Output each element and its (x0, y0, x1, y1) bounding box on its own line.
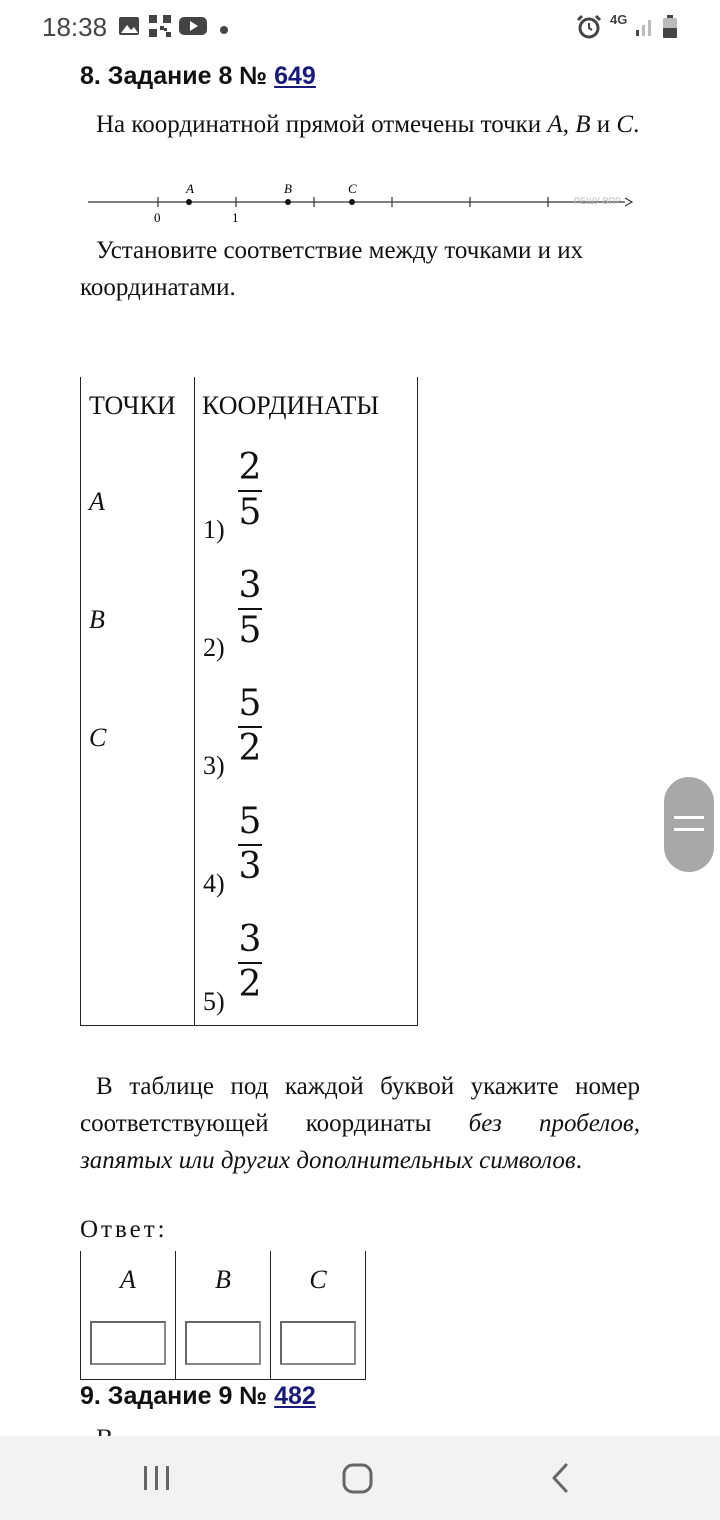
numerator: 3 (238, 565, 262, 606)
intro-point-b: B (575, 111, 591, 138)
point-b-dot (285, 199, 291, 205)
answer-col-a: A (81, 1251, 176, 1309)
denominator: 2 (238, 964, 262, 1005)
denominator: 5 (238, 610, 262, 651)
answer-input-b[interactable] (185, 1321, 261, 1365)
dot-icon (219, 22, 229, 40)
task9-number-link[interactable]: 482 (274, 1382, 316, 1410)
option-4 (195, 789, 417, 907)
status-time: 18:38 (42, 12, 108, 42)
denominator: 3 (238, 846, 262, 887)
matching-table (80, 377, 418, 1026)
scroll-handle[interactable] (664, 777, 714, 872)
point-a: A (89, 487, 105, 516)
nl-label-0: 0 (154, 210, 161, 225)
alarm-icon (576, 14, 602, 45)
option-number: 2) (203, 633, 225, 662)
number-line (80, 178, 640, 228)
task8-intro (80, 106, 640, 143)
option-number: 3) (203, 751, 225, 780)
denominator: 2 (238, 728, 262, 769)
home-icon (328, 1456, 388, 1500)
answer-instruction-end: . (575, 1147, 582, 1174)
header-coords-cell (195, 377, 418, 435)
task9-title-prefix: 9. Задание 9 № (80, 1382, 275, 1410)
numerator: 5 (238, 801, 262, 842)
point-c: C (89, 723, 107, 752)
qr-icon (148, 14, 172, 43)
numerator: 2 (238, 447, 262, 488)
header-points-cell (81, 377, 195, 435)
youtube-icon (178, 14, 208, 43)
header-coords: КООРДИНАТЫ (202, 391, 380, 420)
fraction (238, 567, 262, 650)
point-a-dot (186, 199, 192, 205)
nl-label-b: B (284, 181, 292, 196)
answer-col-c: C (271, 1251, 366, 1309)
task8-title-prefix: 8. Задание 8 № (80, 62, 275, 90)
answer-instruction-plain: В таблице под каждой буквой укажите номер соответствующей координаты (80, 1073, 640, 1137)
instruction-text: Установите соответствие между точками и их координатами. (80, 237, 584, 301)
task9-title (80, 1382, 316, 1411)
answer-table (80, 1251, 366, 1380)
task8-number-link[interactable]: 649 (274, 62, 316, 90)
back-button[interactable] (530, 1456, 590, 1500)
option-1 (195, 435, 417, 553)
intro-end: . (633, 111, 640, 138)
fraction (238, 921, 262, 1004)
answer-col-b: B (176, 1251, 271, 1309)
intro-text: На координатной прямой отмечены точки (96, 111, 548, 138)
home-button[interactable] (328, 1456, 388, 1500)
navigation-bar (0, 1436, 720, 1520)
battery-icon (662, 14, 678, 45)
option-3 (195, 671, 417, 789)
option-5 (195, 907, 417, 1025)
point-b: B (89, 605, 105, 634)
task8-instruction (80, 232, 640, 306)
intro-sep2: и (590, 111, 617, 138)
header-points: ТОЧКИ (89, 391, 176, 420)
intro-point-c: C (616, 111, 634, 138)
signal-icon (634, 14, 656, 43)
option-number: 4) (203, 869, 225, 898)
answer-instruction-italic: без пробелов, запятых или других дополнительных символов (80, 1110, 640, 1174)
fraction (238, 449, 262, 532)
fraction (238, 685, 262, 768)
intro-point-a: A (547, 111, 563, 138)
answer-label: Ответ: (80, 1216, 168, 1243)
numerator: 3 (238, 919, 262, 960)
nl-label-c: C (348, 181, 357, 196)
gallery-icon (118, 14, 140, 43)
option-number: 5) (203, 987, 225, 1016)
numerator: 5 (238, 683, 262, 724)
option-number: 1) (203, 515, 225, 544)
answer-input-c[interactable] (280, 1321, 356, 1365)
denominator: 5 (238, 492, 262, 533)
nl-label-a: A (186, 181, 194, 196)
task8-title (80, 62, 316, 91)
answer-input-a[interactable] (90, 1321, 166, 1365)
status-bar (0, 0, 720, 56)
option-2 (195, 553, 417, 671)
watermark: РЕШУ ВПР (574, 196, 621, 206)
recent-apps-button[interactable] (126, 1456, 186, 1500)
fraction (238, 803, 262, 886)
answer-instruction (80, 1068, 640, 1179)
recent-apps-icon (126, 1456, 186, 1500)
back-icon (530, 1456, 590, 1500)
point-c-dot (349, 199, 355, 205)
network-type-label: 4G (610, 12, 628, 27)
intro-sep1: , (562, 111, 576, 138)
nl-label-1: 1 (232, 210, 239, 225)
